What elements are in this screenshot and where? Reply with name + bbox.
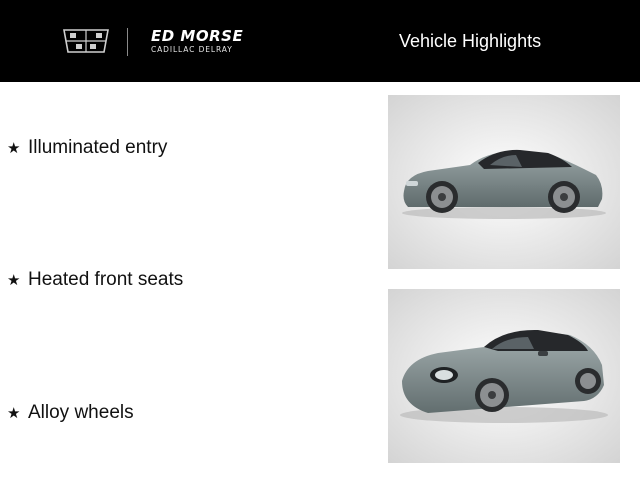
star-icon: ★ xyxy=(7,272,21,289)
star-icon: ★ xyxy=(7,140,21,157)
dealer-subtitle: CADILLAC DELRAY xyxy=(151,45,233,54)
vehicle-photo-side[interactable] xyxy=(388,95,620,269)
page-title: Vehicle Highlights xyxy=(399,31,542,51)
highlight-item-heated-front-seats xyxy=(7,269,183,291)
highlight-label: Alloy wheels xyxy=(28,402,134,423)
highlight-item-illuminated-entry xyxy=(7,137,167,159)
car-side-image xyxy=(388,95,620,269)
vehicle-photo-front[interactable] xyxy=(388,289,620,463)
header-bar xyxy=(0,0,640,82)
dealer-name: ED MORSE xyxy=(151,27,244,45)
star-icon: ★ xyxy=(7,405,21,422)
highlight-item-alloy-wheels xyxy=(7,402,134,424)
highlight-label: Heated front seats xyxy=(28,269,184,290)
header-divider xyxy=(127,28,128,56)
highlight-label: Illuminated entry xyxy=(28,137,168,158)
cadillac-crest-icon xyxy=(62,26,110,56)
car-front-image xyxy=(388,289,620,463)
